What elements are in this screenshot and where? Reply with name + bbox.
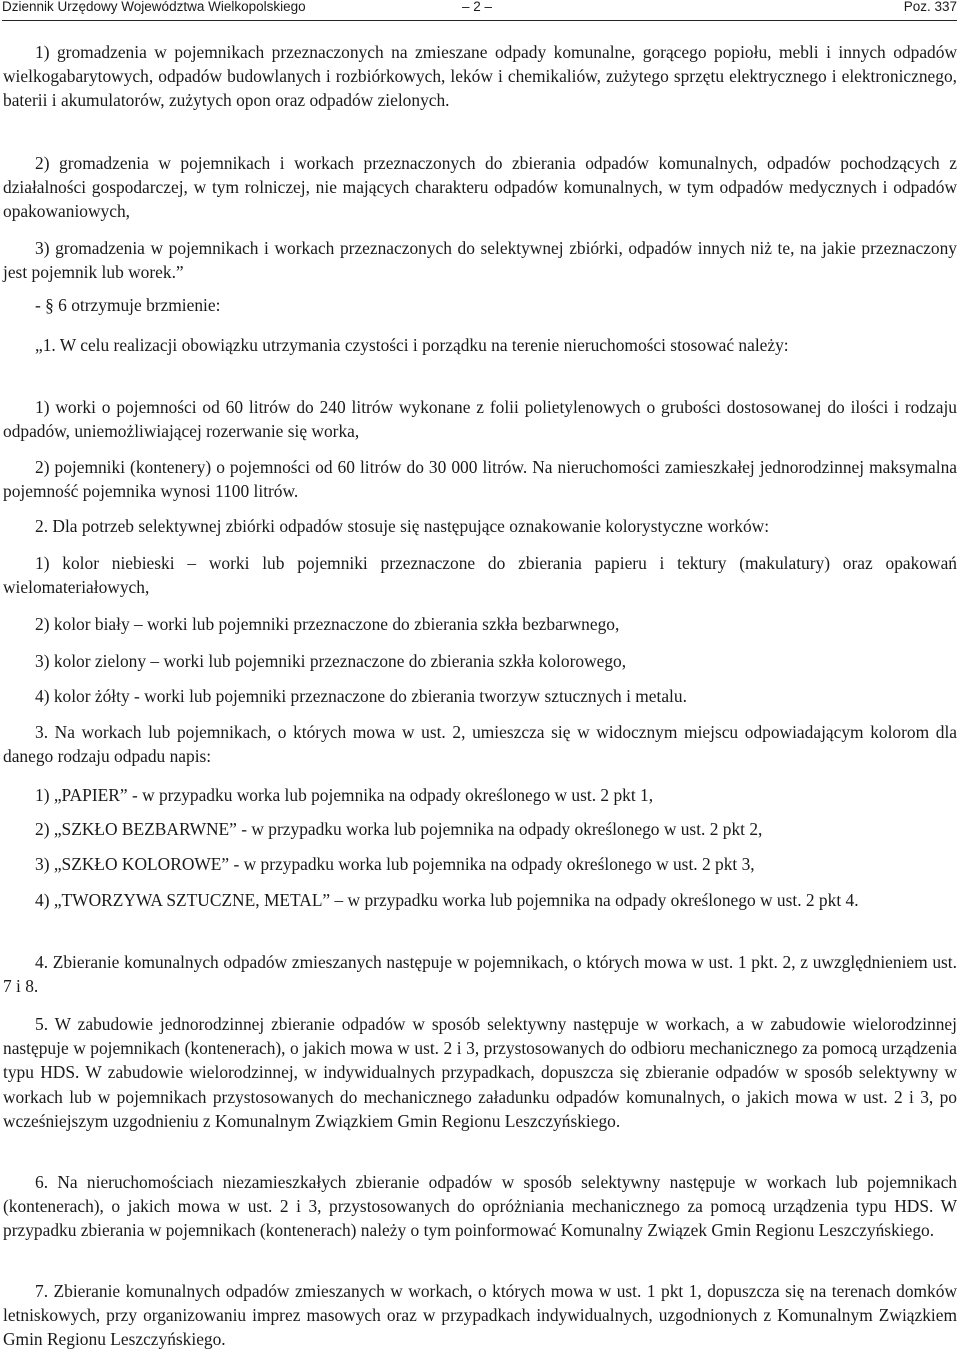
- paragraph: 1) worki o pojemności od 60 litrów do 240 litrów wykonane z folii polietylenowych o grubości dostosowanej do ilości i rodzaju odpadów, uniemożliwiającej rozerwanie się worka,: [3, 397, 957, 442]
- paragraph: 3) gromadzenia w pojemnikach i workach przeznaczonych do selektywnej zbiórki, odpadów innych niż te, na jakie przeznaczony jest pojemnik lub worek.”: [3, 238, 957, 283]
- paragraph: 6. Na nieruchomościach niezamieszkałych zbieranie odpadów w sposób selektywny następuje w workach lub pojemnikach (kontenerach), o jakich mowa w ust. 2 i 3, przystosowanych do opróżniania mechanicznego za pomocą urządzenia typu HDS. W przypadku zbierania w pojemnikach (kontenerach) należy o tym poinformować Komunalny Związek Gmin Regionu Leszczyńskiego.: [3, 1172, 957, 1241]
- page-number: – 2 –: [462, 0, 493, 14]
- paragraph: 2) „SZKŁO BEZBARWNE” - w przypadku worka lub pojemnika na odpady określonego w ust. 2 pkt 2,: [35, 819, 763, 839]
- paragraph: - § 6 otrzymuje brzmienie:: [35, 295, 221, 315]
- paragraph: 3. Na workach lub pojemnikach, o których mowa w ust. 2, umieszcza się w widocznym miejscu odpowiadającym kolorom dla danego rodzaju odpadu napis:: [3, 722, 957, 767]
- paragraph: 4) „TWORZYWA SZTUCZNE, METAL” – w przypadku worka lub pojemnika na odpady określonego w ust. 2 pkt 4.: [35, 890, 859, 910]
- paragraph: 4) kolor żółty - worki lub pojemniki przeznaczone do zbierania tworzyw sztucznych i metalu.: [35, 686, 687, 706]
- page-header: [2, 0, 957, 16]
- position-number: Poz. 337: [903, 0, 957, 14]
- paragraph: 7. Zbieranie komunalnych odpadów zmieszanych w workach, o których mowa w ust. 1 pkt 1, dopuszcza się na terenach domków letniskowych, przy organizowaniu imprez masowych oraz w przypadkach indywidualnych, uzgodnionych z Komunalnym Związkiem Gmin Regionu Leszczyńskiego.: [3, 1281, 957, 1350]
- paragraph: 2) gromadzenia w pojemnikach i workach przeznaczonych do zbierania odpadów komunalnych, odpadów pochodzących z działalności gospodarczej, w tym rolniczej, nie mających charakteru odpadów komunalnych, w tym odpadów medycznych i odpadów opakowaniowych,: [3, 153, 957, 222]
- paragraph: 1) kolor niebieski – worki lub pojemniki przeznaczone do zbierania papieru i tektury (makulatury) oraz opakowań wielomateriałowych,: [3, 553, 957, 598]
- paragraph: 3) kolor zielony – worki lub pojemniki przeznaczone do zbierania szkła kolorowego,: [35, 651, 627, 671]
- paragraph: 1) gromadzenia w pojemnikach przeznaczonych na zmieszane odpady komunalne, gorącego popiołu, mebli i innych odpadów wielkogabarytowych, odpadów budowlanych i rozbiórkowych, leków i chemikaliów, zużytego sprzętu elektrycznego i elektronicznego, baterii i akumulatorów, zużytych opon oraz odpadów zielonych.: [3, 42, 957, 111]
- header-divider: [2, 20, 957, 21]
- journal-title: Dziennik Urzędowy Województwa Wielkopolskiego: [2, 0, 306, 14]
- paragraph: 4. Zbieranie komunalnych odpadów zmieszanych następuje w pojemnikach, o których mowa w ust. 1 pkt. 2, z uwzględnieniem ust. 7 i 8.: [3, 952, 957, 997]
- paragraph: 3) „SZKŁO KOLOROWE” - w przypadku worka lub pojemnika na odpady określonego w ust. 2 pkt 3,: [35, 854, 755, 874]
- paragraph: 2) kolor biały – worki lub pojemniki przeznaczone do zbierania szkła bezbarwnego,: [35, 614, 620, 634]
- paragraph: „1. W celu realizacji obowiązku utrzymania czystości i porządku na terenie nieruchomości stosować należy:: [35, 335, 789, 355]
- paragraph: 2. Dla potrzeb selektywnej zbiórki odpadów stosuje się następujące oznakowanie kolorystyczne worków:: [35, 516, 770, 536]
- paragraph: 2) pojemniki (kontenery) o pojemności od 60 litrów do 30 000 litrów. Na nieruchomości zamieszkałej jednorodzinnej maksymalna pojemność pojemnika wynosi 1100 litrów.: [3, 457, 957, 502]
- paragraph: 1) „PAPIER” - w przypadku worka lub pojemnika na odpady określonego w ust. 2 pkt 1,: [35, 785, 654, 805]
- paragraph: 5. W zabudowie jednorodzinnej zbieranie odpadów w sposób selektywny następuje w workach, a w zabudowie wielorodzinnej następuje w pojemnikach (kontenerach), o jakich mowa w ust. 2 i 3, przystosowanych do odbioru mechanicznego za pomocą urządzenia typu HDS. W zabudowie wielorodzinnej, w indywidualnych przypadkach, dopuszcza się zbieranie odpadów w sposób selektywny w workach lub w pojemnikach przystosowanych do mechanicznego załadunku odpadów komunalnych, o jakich mowa w ust. 2 i 3, po wcześniejszym uzgodnieniu z Komunalnym Związkiem Gmin Regionu Leszczyńskiego.: [3, 1014, 957, 1131]
